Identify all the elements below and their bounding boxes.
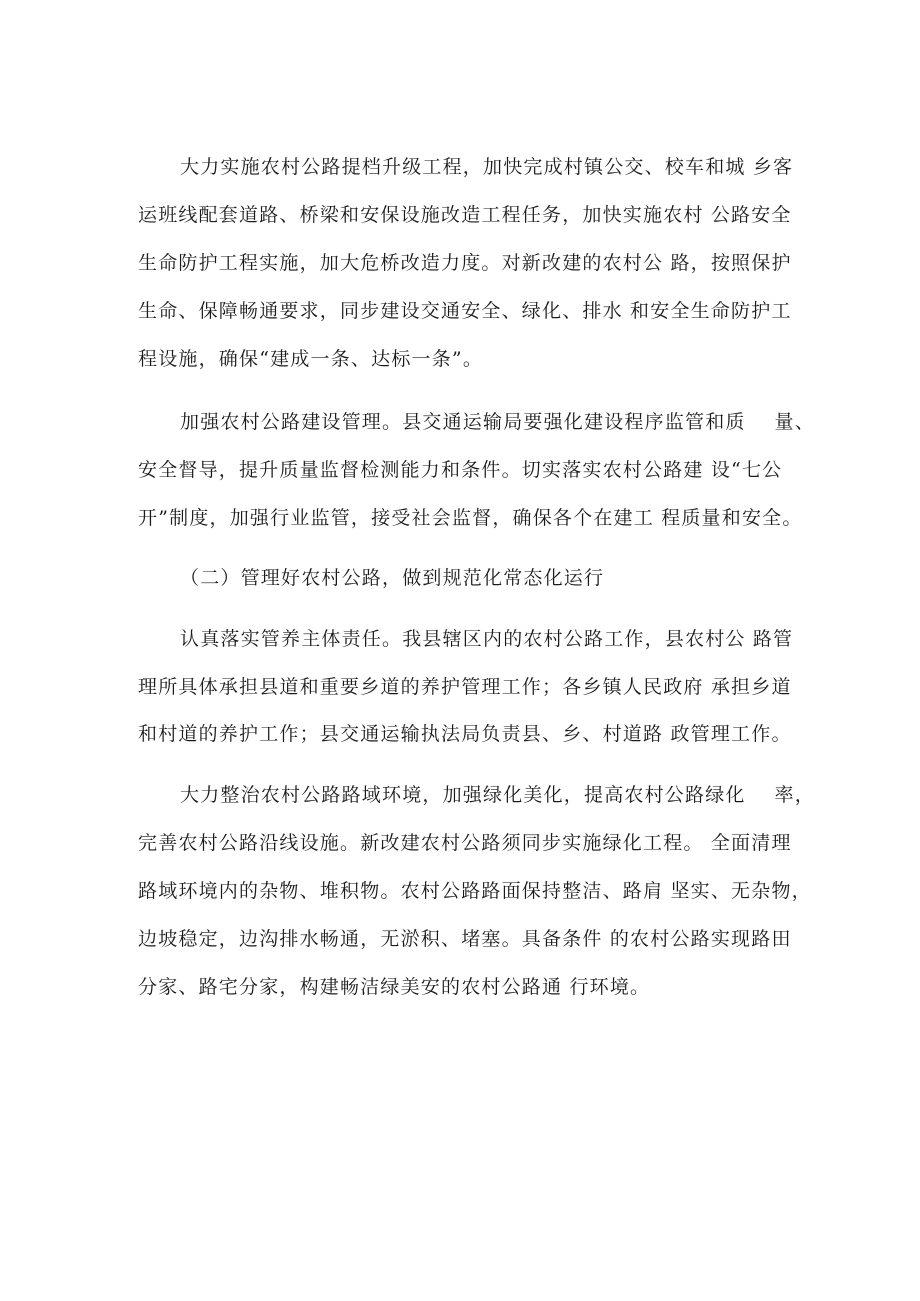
paragraph-1-line-2: 运班线配套道路、桥梁和安保设施改造工程任务，加快实施农村 公路安全 xyxy=(138,204,792,226)
paragraph-4-line-2: 完善农村公路沿线设施。新改建农村公路须同步实施绿化工程。 全面清理 xyxy=(138,832,792,854)
paragraph-1-line-1: 大力实施农村公路提档升级工程，加快完成村镇公交、校车和城 乡客 xyxy=(180,156,794,178)
paragraph-4-line-4: 边坡稳定，边沟排水畅通，无淤积、堵塞。具备条件 的农村公路实现路田 xyxy=(138,928,792,950)
paragraph-1-line-3: 生命防护工程实施，加大危桥改造力度。对新改建的农村公 路，按照保护 xyxy=(138,252,792,274)
paragraph-2-line-2: 安全督导，提升质量监督检测能力和条件。切实落实农村公路建 设“七公 xyxy=(138,459,783,481)
section-heading: （二）管理好农村公路，做到规范化常态化运行 xyxy=(180,567,605,589)
paragraph-1-line-5: 程设施，确保“建成一条、达标一条”。 xyxy=(138,348,484,370)
paragraph-4-line-3: 路域环境内的杂物、堆积物。农村公路路面保持整洁、路肩 坚实、无杂物， xyxy=(138,880,812,902)
paragraph-1-line-4: 生命、保障畅通要求，同步建设交通安全、绿化、排水 和安全生命防护工 xyxy=(138,300,792,322)
paragraph-4-line-1: 大力整治农村公路路域环境，加强绿化美化，提高农村公路绿化 率， xyxy=(180,784,815,806)
paragraph-2-line-1: 加强农村公路建设管理。县交通运输局要强化建设程序监管和质 量、 xyxy=(180,411,815,433)
paragraph-3-line-2: 理所具体承担县道和重要乡道的养护管理工作；各乡镇人民政府 承担乡道 xyxy=(138,676,792,698)
paragraph-3-line-1: 认真落实管养主体责任。我县辖区内的农村公路工作，县农村公 路管 xyxy=(180,628,794,650)
paragraph-3-line-3: 和村道的养护工作；县交通运输执法局负责县、乡、村道路 政管理工作。 xyxy=(138,723,792,745)
paragraph-2-line-3: 开”制度，加强行业监管，接受社会监督，确保各个在建工 程质量和安全。 xyxy=(138,507,803,529)
paragraph-4-line-5: 分家、路宅分家，构建畅洁绿美安的农村公路通 行环境。 xyxy=(138,976,651,998)
